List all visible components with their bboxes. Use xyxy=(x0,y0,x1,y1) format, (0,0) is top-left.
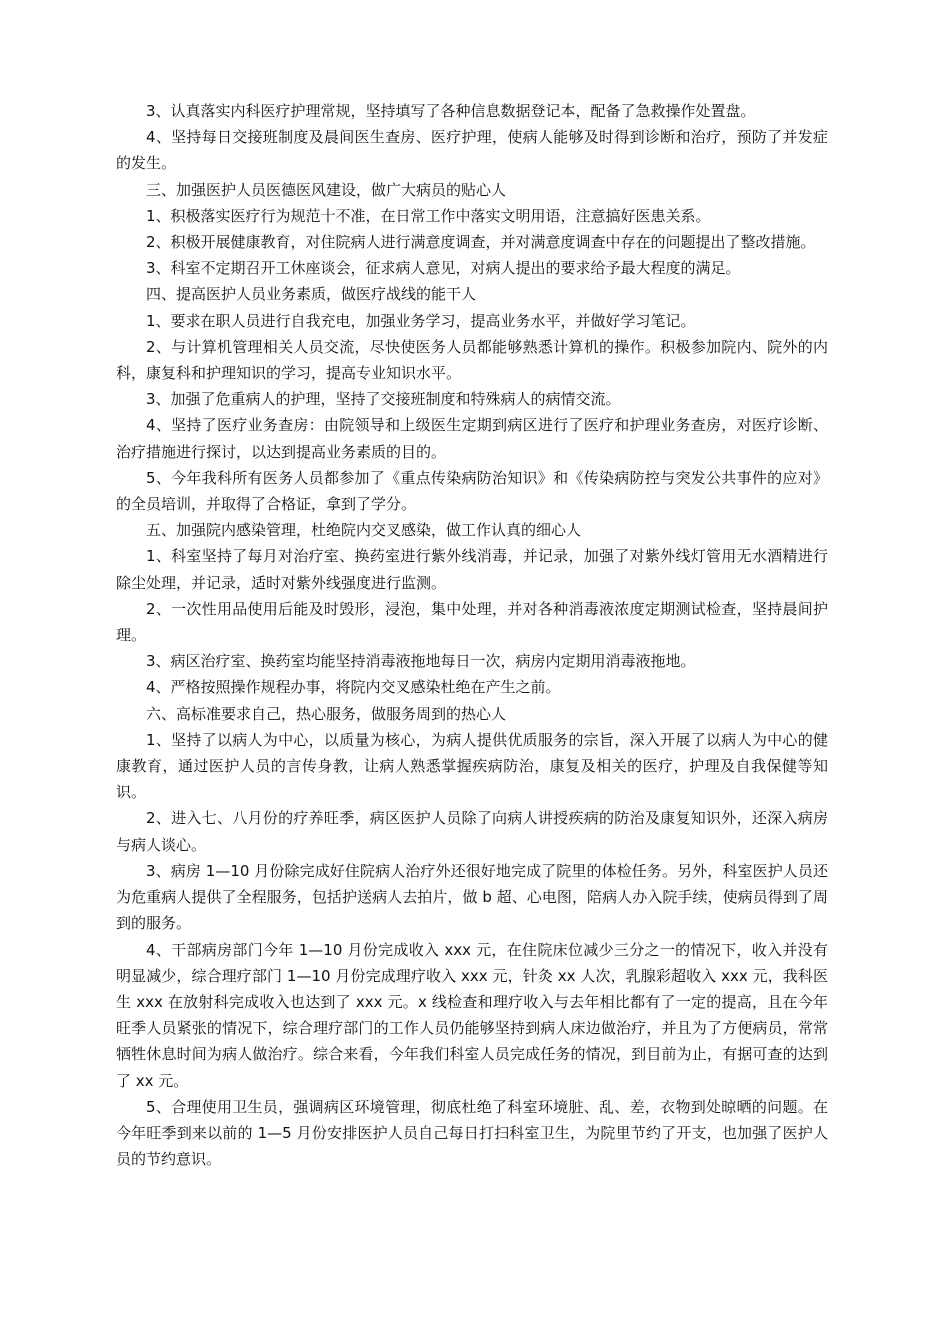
paragraph-item-3: 3、病房 1—10 月份除完成好住院病人治疗外还很好地完成了院里的体检任务。另外，科室医护人员还为危重病人提供了全程服务，包括护送病人去拍片，做 b 超、心电图，陪病人办入院手续，使病员得到了周到的服务。 xyxy=(116,861,828,933)
paragraph-item-4: 4、坚持每日交接班制度及晨间医生查房、医疗护理，使病人能够及时得到诊断和治疗，预防了并发症的发生。 xyxy=(116,128,828,173)
paragraph-item-1: 1、积极落实医疗行为规范十不准，在日常工作中落实文明用语，注意搞好医患关系。 xyxy=(146,206,711,225)
section-heading-4: 四、提高医护人员业务素质，做医疗战线的能干人 xyxy=(146,285,477,304)
paragraph-item-4: 4、坚持了医疗业务查房：由院领导和上级医生定期到病区进行了医疗和护理业务查房，对医疗诊断、治疗措施进行探讨，以达到提高业务素质的目的。 xyxy=(116,416,828,461)
paragraph-item-4: 4、干部病房部门今年 1—10 月份完成收入 xxx 元，在住院床位减少三分之一的情况下，收入并没有明显减少，综合理疗部门 1—10 月份完成理疗收入 xxx 元，针灸 xx 人次，乳腺彩超收入 xxx 元，我科医生 xxx 在放射科完成收入也达到了 xxx 元。x 线检查和理疗收入与去年相比都有了一定的提高，且在今年旺季人员紧张的情况下，综合理疗部门的工作人员仍能够坚持到病人床边做治疗，并且为了方便病员，常常牺牲休息时间为病人做治疗。综合来看，今年我们科室人员完成任务的情况，到目前为止，有据可查的达到了 xx 元。 xyxy=(116,940,828,1090)
paragraph-item-1: 1、科室坚持了每月对治疗室、换药室进行紫外线消毒，并记录，加强了对紫外线灯管用无水酒精进行除尘处理，并记录，适时对紫外线强度进行监测。 xyxy=(116,547,828,592)
paragraph-item-3: 3、认真落实内科医疗护理常规，坚持填写了各种信息数据登记本，配备了急救操作处置盘。 xyxy=(146,102,756,120)
paragraph-item-2: 2、进入七、八月份的疗养旺季，病区医护人员除了向病人讲授疾病的防治及康复知识外，还深入病房与病人谈心。 xyxy=(116,809,828,854)
paragraph-item-3: 3、加强了危重病人的护理，坚持了交接班制度和特殊病人的病情交流。 xyxy=(146,390,621,409)
paragraph-item-2: 2、积极开展健康教育，对住院病人进行满意度调查，并对满意度调查中存在的问题提出了整改措施。 xyxy=(146,233,816,252)
paragraph-item-3: 3、病区治疗室、换药室均能坚持消毒液拖地每日一次，病房内定期用消毒液拖地。 xyxy=(146,652,696,671)
paragraph-item-1: 1、要求在职人员进行自我充电，加强业务学习，提高业务水平，并做好学习笔记。 xyxy=(146,311,696,330)
paragraph-item-1: 1、坚持了以病人为中心，以质量为核心，为病人提供优质服务的宗旨，深入开展了以病人为中心的健康教育，通过医护人员的言传身教，让病人熟悉掌握疾病防治，康复及相关的医疗，护理及自我保健等知识。 xyxy=(116,730,828,802)
section-heading-5: 五、加强院内感染管理，杜绝院内交叉感染，做工作认真的细心人 xyxy=(146,521,582,540)
paragraph-item-2: 2、一次性用品使用后能及时毁形，浸泡，集中处理，并对各种消毒液浓度定期测试检查，坚持晨间护理。 xyxy=(116,599,828,645)
section-heading-3: 三、加强医护人员医德医风建设，做广大病员的贴心人 xyxy=(146,180,507,199)
paragraph-item-5: 5、今年我科所有医务人员都参加了《重点传染病防治知识》和《传染病防控与突发公共事件的应对》的全员培训，并取得了合格证，拿到了学分。 xyxy=(116,468,828,514)
paragraph-item-2: 2、与计算机管理相关人员交流，尽快使医务人员都能够熟悉计算机的操作。积极参加院内、院外的内科，康复科和护理知识的学习，提高专业知识水平。 xyxy=(116,337,828,383)
section-heading-6: 六、高标准要求自己，热心服务，做服务周到的热心人 xyxy=(146,704,507,723)
paragraph-item-4: 4、严格按照操作规程办事，将院内交叉感染杜绝在产生之前。 xyxy=(146,678,561,697)
paragraph-item-5: 5、合理使用卫生员，强调病区环境管理，彻底杜绝了科室环境脏、乱、差，衣物到处晾晒的问题。在今年旺季到来以前的 1—5 月份安排医护人员自己每日打扫科室卫生，为院里节约了开支，也加强了医护人员的节约意识。 xyxy=(116,1097,828,1169)
document-body xyxy=(116,98,828,1172)
paragraph-item-3: 3、科室不定期召开工休座谈会，征求病人意见，对病人提出的要求给予最大程度的满足。 xyxy=(146,259,741,278)
